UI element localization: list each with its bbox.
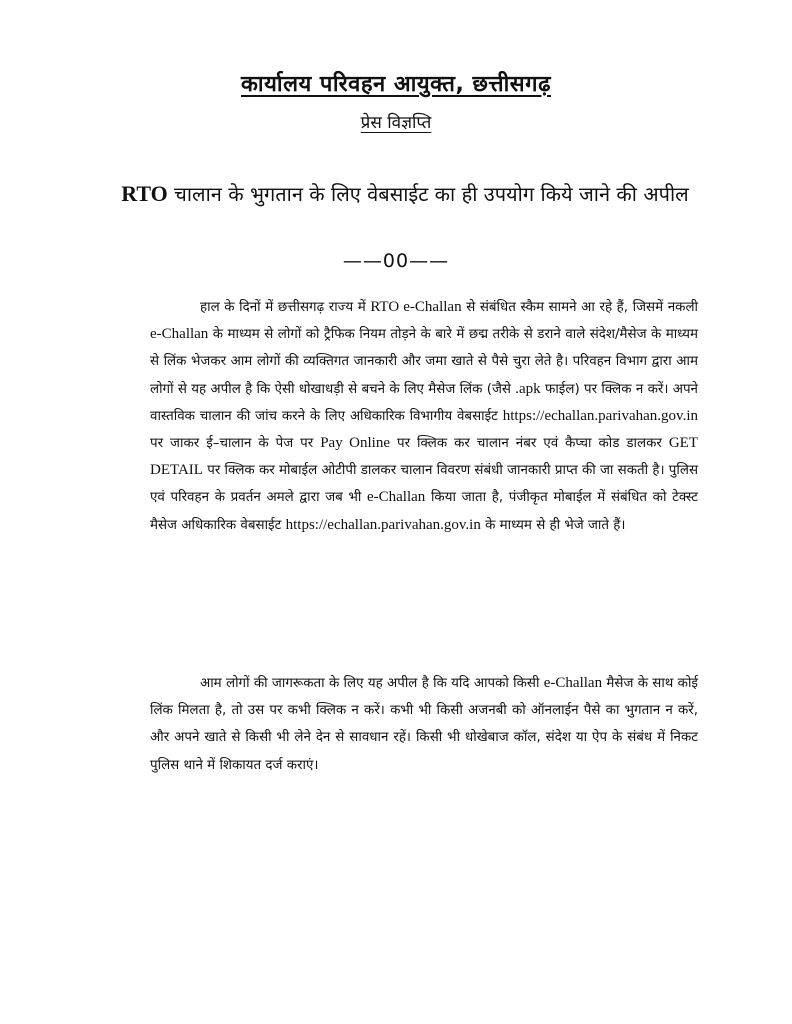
paragraph-2-term: e-Challan <box>543 675 603 691</box>
paragraph-1-segment: के माध्यम से लोगों को ट्रैफिक नियम तोड़ने के बारे में छद्म तरीके से डराने वाले संदेश/मैसेज के माध्यम से लिंक भेजकर आम लोगों की व्यक्तिगत जानकारी और जमा खाते से पैसे चुरा लेते है। परिवहन विभाग द्वारा आम लोगों से यह अपील है कि ऐसी धोखाधड़ी से बचने के लिए मैसेज लिंक (जैसे <box>150 327 698 397</box>
paragraph-1-term: GET DETAIL <box>150 435 698 479</box>
office-title: कार्यालय परिवहन आयुक्त, छत्तीसगढ़ <box>241 72 551 97</box>
paragraph-1-segment: किया जाता है, पंजीकृत मोबाईल में संबंधित को टेक्स्ट मैसेज अधिकारिक वेबसाईट <box>150 490 698 533</box>
paragraph-1-segment: पर क्लिक कर मोबाईल ओटीपी डालकर चालान विवरण संबंधी जानकारी प्राप्त की जा सकती है। पुलिस एवं परिवहन के प्रवर्तन अमले द्वारा जब भी <box>150 463 698 506</box>
paragraph-1-term: e-Challan <box>150 326 209 343</box>
paragraph-1 <box>150 294 698 539</box>
paragraph-1-segment: से संबंधित स्कैम सामने आ रहे हैं, जिसमें नकली <box>461 300 698 315</box>
press-release-heading: प्रेस विज्ञप्ति <box>360 113 432 133</box>
headline-text: चालान के भुगतान के लिए वेबसाईट का ही उपयोग किये जाने की अपील <box>174 182 689 206</box>
paragraph-1-segment: हाल के दिनों में छत्तीसगढ़ राज्य में <box>200 300 371 315</box>
website-url: https://echallan.parivahan.gov.in <box>285 516 481 533</box>
website-url: https://echallan.parivahan.gov.in <box>502 407 698 424</box>
headline <box>120 178 690 210</box>
paragraph-1-segment: के माध्यम से ही भेजे जाते हैं। <box>480 517 626 533</box>
paragraph-1-segment: पर क्लिक कर चालान नंबर एवं कैप्चा कोड डालकर <box>390 436 669 452</box>
paragraph-2-segment: मैसेज के साथ कोई लिंक मिलता है, तो उस पर कभी क्लिक न करें। कभी भी किसी अजनबी को ऑनलाईन पैसे का भुगतान न करें, और अपने खाते से किसी भी लेने देन से सावधान रहें। किसी भी धोखेबाज कॉल, संदेश या ऐप के संबंध में निकट पुलिस थाने में शिकायत दर्ज कराएं। <box>150 676 698 773</box>
paragraph-1-term: RTO e-Challan <box>370 299 462 315</box>
headline-rto: RTO <box>121 181 168 206</box>
paragraph-2 <box>150 670 698 779</box>
paragraph-2-segment: आम लोगों की जागरूकता के लिए यह अपील है कि यदि आपको किसी <box>200 676 544 691</box>
paragraph-1-term: e-Challan <box>366 489 426 506</box>
paragraph-1-term: Pay Online <box>320 435 391 452</box>
paragraph-1-segment: फाईल) पर क्लिक न करें। अपने वास्तविक चालान की जांच करने के लिए अधिकारिक विभागीय वेबसाईट <box>150 381 698 424</box>
paragraph-1-segment: पर जाकर ई–चालान के पेज पर <box>150 436 321 452</box>
paragraph-1-term: .apk <box>515 380 541 397</box>
separator: ——00—— <box>342 250 450 272</box>
